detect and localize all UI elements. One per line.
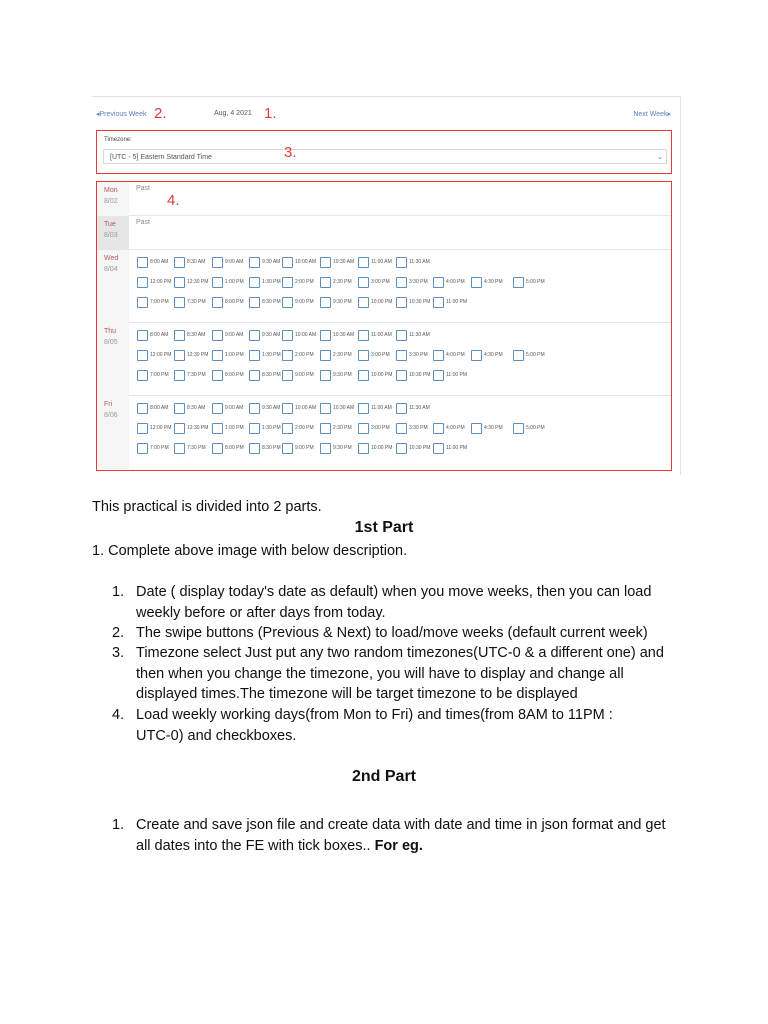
time-slot-checkbox[interactable]	[320, 277, 331, 288]
time-slot-label: 10:30 AM	[333, 332, 355, 338]
time-slot-label: 11:30 AM	[409, 405, 430, 411]
time-slot-checkbox[interactable]	[471, 350, 482, 361]
time-slot-checkbox[interactable]	[433, 350, 444, 361]
day-row	[97, 250, 671, 323]
time-slot-label: 10:00 AM	[295, 405, 317, 411]
day-label	[97, 323, 129, 396]
time-slot-label: 2:30 PM	[333, 352, 352, 358]
time-slot-checkbox[interactable]	[396, 297, 407, 308]
day-name: Mon	[104, 187, 118, 194]
time-slot-checkbox[interactable]	[320, 297, 331, 308]
time-slot-checkbox[interactable]	[358, 277, 369, 288]
timezone-select[interactable]	[103, 149, 667, 164]
time-slot-checkbox[interactable]	[358, 370, 369, 381]
time-slot-checkbox[interactable]	[212, 423, 223, 434]
time-slot-checkbox[interactable]	[358, 257, 369, 268]
time-slot-checkbox[interactable]	[212, 403, 223, 414]
time-slot-checkbox[interactable]	[174, 277, 185, 288]
time-slot-label: 9:30 PM	[333, 299, 352, 305]
time-slot-label: 2:00 PM	[295, 352, 314, 358]
time-slot-label: 4:30 PM	[484, 279, 503, 285]
time-slot-checkbox[interactable]	[433, 443, 444, 454]
time-slot-label: 11:30 AM	[409, 332, 430, 338]
time-slot-checkbox[interactable]	[513, 423, 524, 434]
time-slot-label: 11:00 AM	[371, 332, 392, 338]
time-slot-label: 4:00 PM	[446, 352, 465, 358]
annotation-1: 1.	[264, 105, 277, 122]
time-slot-label: 12:00 PM	[150, 425, 172, 431]
day-row	[97, 396, 671, 469]
time-slot-label: 10:30 AM	[333, 259, 355, 265]
time-slot-label: 12:00 PM	[150, 279, 172, 285]
time-slot-checkbox[interactable]	[320, 350, 331, 361]
time-slot-label: 8:30 PM	[262, 372, 281, 378]
time-slot-checkbox[interactable]	[396, 257, 407, 268]
time-slot-checkbox[interactable]	[282, 297, 293, 308]
weekly-schedule	[96, 181, 672, 471]
time-slot-label: 8:00 AM	[150, 332, 169, 338]
time-slot-label: 4:30 PM	[484, 352, 503, 358]
list-item: 3. Timezone select Just put any two random timezones(UTC-0 & a different one) and then when you change the timezone, you will have to display and change all displayed times.The timezone will be target timezone to be displayed	[112, 645, 664, 702]
time-slot-label: 4:00 PM	[446, 425, 465, 431]
time-slot-checkbox[interactable]	[249, 403, 260, 414]
annotation-4: 4.	[167, 192, 180, 209]
time-slot-label: 1:00 PM	[225, 352, 244, 358]
day-row	[97, 182, 671, 216]
time-slot-label: 7:00 PM	[150, 299, 169, 305]
time-slot-label: 1:30 PM	[262, 279, 281, 285]
time-slot-checkbox[interactable]	[396, 443, 407, 454]
time-slot-label: 10:00 PM	[371, 372, 393, 378]
day-date: 8/03	[104, 232, 118, 239]
time-slot-checkbox[interactable]	[137, 370, 148, 381]
day-date: 8/02	[104, 198, 118, 205]
time-slot-label: 12:00 PM	[150, 352, 172, 358]
time-slot-label: 11:00 PM	[446, 299, 468, 305]
time-slot-checkbox[interactable]	[358, 330, 369, 341]
time-slot-checkbox[interactable]	[249, 330, 260, 341]
time-slot-label: 9:00 PM	[295, 299, 314, 305]
time-slot-checkbox[interactable]	[212, 257, 223, 268]
time-slot-label: 3:30 PM	[409, 352, 428, 358]
time-slot-checkbox[interactable]	[320, 443, 331, 454]
time-slot-checkbox[interactable]	[212, 277, 223, 288]
part1-lead: 1. Complete above image with below description.	[92, 543, 408, 559]
day-name: Tue	[104, 221, 116, 228]
time-slot-checkbox[interactable]	[396, 423, 407, 434]
time-slot-label: 10:00 PM	[371, 445, 393, 451]
annotation-2: 2.	[154, 105, 167, 122]
time-slot-checkbox[interactable]	[433, 423, 444, 434]
time-slot-checkbox[interactable]	[282, 330, 293, 341]
time-slot-checkbox[interactable]	[174, 350, 185, 361]
day-label	[97, 216, 129, 250]
time-slot-checkbox[interactable]	[249, 370, 260, 381]
time-slot-label: 9:30 PM	[333, 445, 352, 451]
time-slot-label: 9:00 AM	[225, 405, 244, 411]
time-slot-checkbox[interactable]	[137, 423, 148, 434]
time-slot-label: 1:00 PM	[225, 279, 244, 285]
time-slot-label: 8:30 PM	[262, 299, 281, 305]
time-slot-label: 1:30 PM	[262, 425, 281, 431]
time-slot-checkbox[interactable]	[174, 443, 185, 454]
time-slot-checkbox[interactable]	[358, 443, 369, 454]
time-slot-label: 7:00 PM	[150, 372, 169, 378]
time-slot-checkbox[interactable]	[282, 443, 293, 454]
time-slot-label: 4:00 PM	[446, 279, 465, 285]
time-slot-checkbox[interactable]	[212, 330, 223, 341]
time-slot-label: 9:00 PM	[295, 445, 314, 451]
chevron-down-icon: ⌄	[657, 154, 663, 161]
time-slot-checkbox[interactable]	[249, 257, 260, 268]
time-slot-checkbox[interactable]	[358, 403, 369, 414]
time-slot-checkbox[interactable]	[433, 277, 444, 288]
time-slot-checkbox[interactable]	[282, 403, 293, 414]
time-slot-label: 9:00 AM	[225, 259, 244, 265]
day-name: Thu	[104, 328, 117, 335]
time-slot-checkbox[interactable]	[433, 370, 444, 381]
time-slot-label: 8:30 AM	[187, 332, 206, 338]
time-slot-checkbox[interactable]	[433, 297, 444, 308]
time-slot-label: 8:30 PM	[262, 445, 281, 451]
time-slot-label: 4:30 PM	[484, 425, 503, 431]
time-slot-label: 3:00 PM	[371, 279, 390, 285]
annotation-3: 3.	[284, 144, 297, 161]
day-date: 8/06	[104, 412, 118, 419]
time-slot-label: 10:00 PM	[371, 299, 393, 305]
time-slot-checkbox[interactable]	[513, 350, 524, 361]
next-week-link[interactable]: Next Week▸	[633, 111, 671, 118]
time-slot-label: 7:30 PM	[187, 299, 206, 305]
time-slot-label: 3:00 PM	[371, 352, 390, 358]
previous-week-link[interactable]: ◂Previous Week	[96, 111, 147, 118]
time-slot-label: 7:30 PM	[187, 445, 206, 451]
time-slot-label: 8:00 PM	[225, 372, 244, 378]
time-slot-label: 9:30 AM	[262, 405, 281, 411]
time-slot-checkbox[interactable]	[249, 443, 260, 454]
day-label	[97, 182, 129, 216]
time-slot-label: 9:00 PM	[295, 372, 314, 378]
time-slot-label: 3:00 PM	[371, 425, 390, 431]
day-name: Wed	[104, 255, 119, 262]
time-slot-label: 10:30 AM	[333, 405, 355, 411]
time-slot-checkbox[interactable]	[282, 257, 293, 268]
past-text: Past	[136, 219, 151, 226]
time-slot-label: 5:00 PM	[526, 279, 545, 285]
time-slot-label: 11:00 PM	[446, 445, 468, 451]
time-slot-label: 5:00 PM	[526, 425, 545, 431]
time-slot-checkbox[interactable]	[396, 330, 407, 341]
time-slot-checkbox[interactable]	[174, 257, 185, 268]
time-slot-label: 8:30 AM	[187, 405, 206, 411]
week-navigation	[92, 97, 680, 125]
time-slot-checkbox[interactable]	[320, 423, 331, 434]
time-slot-checkbox[interactable]	[471, 277, 482, 288]
day-date: 8/04	[104, 266, 118, 273]
timezone-label: Timezone:	[104, 137, 132, 143]
time-slot-label: 12:30 PM	[187, 352, 209, 358]
time-slot-label: 10:30 PM	[409, 299, 431, 305]
time-slot-checkbox[interactable]	[137, 443, 148, 454]
time-slot-label: 9:30 AM	[262, 259, 281, 265]
time-slot-checkbox[interactable]	[320, 370, 331, 381]
time-slot-label: 2:00 PM	[295, 425, 314, 431]
day-name: Fri	[104, 401, 113, 408]
time-slot-checkbox[interactable]	[396, 350, 407, 361]
time-slot-label: 10:00 AM	[295, 332, 317, 338]
part2-heading: 2nd Part	[351, 768, 416, 785]
day-row	[97, 323, 671, 396]
time-slot-checkbox[interactable]	[358, 297, 369, 308]
time-slot-checkbox[interactable]	[212, 297, 223, 308]
part1-heading: 1st Part	[354, 519, 414, 536]
time-slot-label: 3:30 PM	[409, 279, 428, 285]
time-slot-label: 9:30 AM	[262, 332, 281, 338]
current-date: Aug, 4 2021	[214, 110, 252, 117]
time-slot-checkbox[interactable]	[471, 423, 482, 434]
list-item: 2. The swipe buttons (Previous & Next) to load/move weeks (default current week)	[112, 625, 648, 641]
intro-text: This practical is divided into 2 parts.	[92, 499, 322, 515]
time-slot-label: 8:30 AM	[187, 259, 206, 265]
time-slot-label: 11:00 PM	[446, 372, 468, 378]
list-item: 1. Create and save json file and create data with date and time in json format and get all dates into the FE with tick boxes.. For eg.	[112, 817, 666, 854]
time-slot-checkbox[interactable]	[212, 370, 223, 381]
time-slot-checkbox[interactable]	[137, 403, 148, 414]
time-slot-checkbox[interactable]	[137, 297, 148, 308]
time-slot-checkbox[interactable]	[249, 350, 260, 361]
time-slot-checkbox[interactable]	[174, 297, 185, 308]
day-row	[97, 216, 671, 250]
time-slot-label: 10:30 PM	[409, 372, 431, 378]
day-date: 8/05	[104, 339, 118, 346]
time-slot-checkbox[interactable]	[137, 277, 148, 288]
time-slot-checkbox[interactable]	[320, 330, 331, 341]
time-slot-label: 11:00 AM	[371, 405, 392, 411]
day-label	[97, 250, 129, 323]
past-text: Past	[136, 185, 151, 192]
day-label	[97, 396, 129, 469]
time-slot-checkbox[interactable]	[174, 370, 185, 381]
time-slot-label: 2:00 PM	[295, 279, 314, 285]
time-slot-checkbox[interactable]	[320, 257, 331, 268]
time-slot-label: 7:00 PM	[150, 445, 169, 451]
time-slot-label: 9:00 AM	[225, 332, 244, 338]
timezone-selected-value: [UTC - 5] Eastern Standard Time	[110, 154, 212, 161]
time-slot-label: 8:00 AM	[150, 405, 169, 411]
time-slot-checkbox[interactable]	[137, 330, 148, 341]
time-slot-checkbox[interactable]	[249, 277, 260, 288]
time-slot-checkbox[interactable]	[282, 350, 293, 361]
time-slot-checkbox[interactable]	[249, 297, 260, 308]
time-slot-label: 10:30 PM	[409, 445, 431, 451]
time-slot-checkbox[interactable]	[174, 330, 185, 341]
time-slot-label: 2:30 PM	[333, 425, 352, 431]
time-slot-checkbox[interactable]	[212, 350, 223, 361]
time-slot-checkbox[interactable]	[137, 350, 148, 361]
time-slot-checkbox[interactable]	[212, 443, 223, 454]
time-slot-label: 11:00 AM	[371, 259, 392, 265]
time-slot-checkbox[interactable]	[282, 423, 293, 434]
time-slot-label: 10:00 AM	[295, 259, 317, 265]
time-slot-checkbox[interactable]	[396, 277, 407, 288]
time-slot-label: 2:30 PM	[333, 279, 352, 285]
time-slot-checkbox[interactable]	[513, 277, 524, 288]
example-label: For eg.	[374, 837, 423, 854]
time-slot-checkbox[interactable]	[174, 403, 185, 414]
time-slot-label: 12:30 PM	[187, 425, 209, 431]
list-item: 4. Load weekly working days(from Mon to Fri) and times(from 8AM to 11PM : UTC-0) and checkboxes.	[112, 707, 613, 744]
time-slot-checkbox[interactable]	[358, 423, 369, 434]
time-slot-checkbox[interactable]	[282, 370, 293, 381]
time-slot-label: 8:00 AM	[150, 259, 169, 265]
time-slot-checkbox[interactable]	[396, 370, 407, 381]
time-slot-label: 7:30 PM	[187, 372, 206, 378]
time-slot-checkbox[interactable]	[396, 403, 407, 414]
time-slot-checkbox[interactable]	[320, 403, 331, 414]
time-slot-label: 12:30 PM	[187, 279, 209, 285]
time-slot-checkbox[interactable]	[137, 257, 148, 268]
time-slot-label: 9:30 PM	[333, 372, 352, 378]
time-slot-label: 1:30 PM	[262, 352, 281, 358]
time-slot-checkbox[interactable]	[358, 350, 369, 361]
time-slot-checkbox[interactable]	[249, 423, 260, 434]
time-slot-label: 3:30 PM	[409, 425, 428, 431]
time-slot-label: 1:00 PM	[225, 425, 244, 431]
scheduler-screenshot	[92, 96, 681, 475]
list-item: 1. Date ( display today's date as default) when you move weeks, then you can load weekly before or after days from today.	[112, 584, 652, 621]
time-slot-label: 5:00 PM	[526, 352, 545, 358]
time-slot-checkbox[interactable]	[174, 423, 185, 434]
time-slot-checkbox[interactable]	[282, 277, 293, 288]
time-slot-label: 11:30 AM	[409, 259, 430, 265]
time-slot-label: 8:00 PM	[225, 299, 244, 305]
time-slot-label: 8:00 PM	[225, 445, 244, 451]
timezone-section	[96, 130, 672, 174]
